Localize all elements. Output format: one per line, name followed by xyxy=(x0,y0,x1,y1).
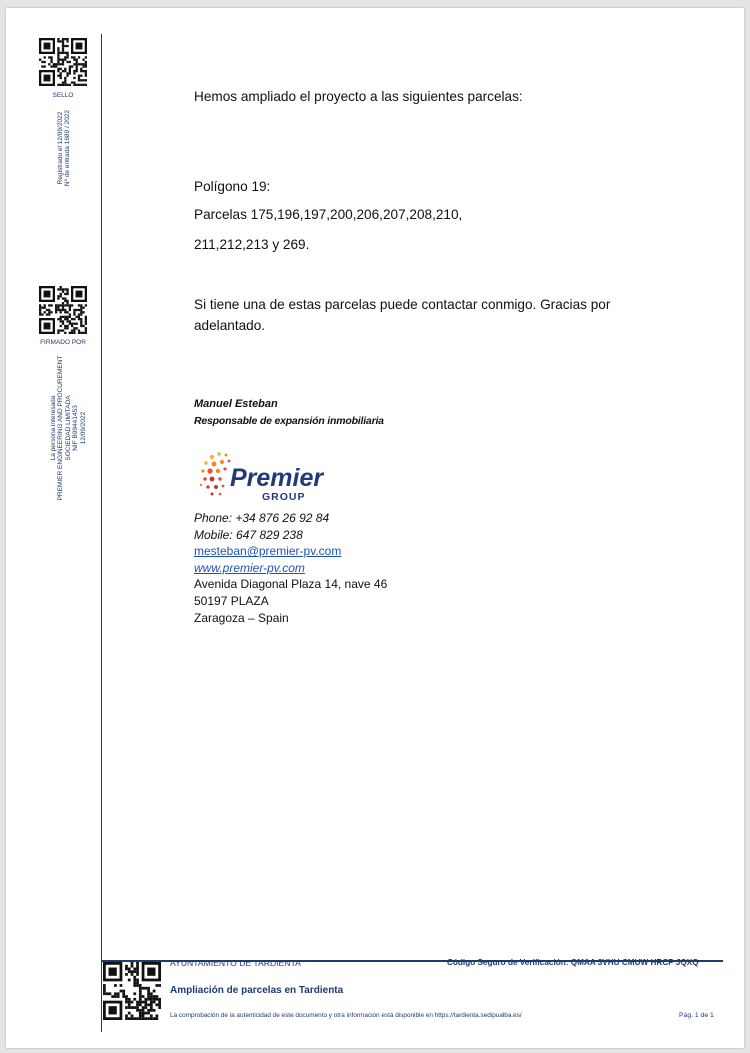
signer-name: Manuel Esteban xyxy=(194,398,278,410)
sello-line: Nº de entrada 1689 / 2022 xyxy=(64,109,72,187)
firmado-line: NIF B99441453 xyxy=(72,405,80,451)
logo-dots-icon xyxy=(198,449,328,511)
poligono-text: Polígono 19: xyxy=(194,179,271,194)
sello-stamp-text xyxy=(57,100,72,196)
parcelas-line-1: Parcelas 175,196,197,200,206,207,208,210, xyxy=(194,207,463,222)
contact-mobile: Mobile: 647 829 238 xyxy=(194,527,303,542)
intro-text: Hemos ampliado el proyecto a las siguientes parcelas: xyxy=(194,89,523,104)
closing-line-2: adelantado. xyxy=(194,318,266,333)
firmado-line: PREMIER ENGINEERING AND PROCUREMENT xyxy=(57,355,65,501)
sello-line: Registrado el 12/09/2022 xyxy=(57,111,64,185)
firmado-line: La persona interesada xyxy=(50,395,57,461)
footer-page-number: Pág. 1 de 1 xyxy=(679,1012,714,1019)
footer-csv: Código Seguro de Verificación: QMAA 3VHU CMUW HRCP JQXQ xyxy=(447,958,699,967)
parcelas-line-2: 211,212,213 y 269. xyxy=(194,237,310,252)
firmado-label: FIRMADO POR xyxy=(40,339,86,346)
document-page xyxy=(6,8,744,1048)
closing-line-1: Si tiene una de estas parcelas puede contactar conmigo. Gracias por xyxy=(194,297,611,312)
footer-qr-code xyxy=(103,962,161,1020)
premier-group-logo xyxy=(198,449,328,511)
signer-role: Responsable de expansión inmobiliaria xyxy=(194,415,384,427)
logo-sub-text: GROUP xyxy=(262,491,306,503)
firmado-signer-text xyxy=(50,350,87,506)
firmado-line: 12/09/2022 xyxy=(79,411,87,445)
contact-phone: Phone: +34 876 26 92 84 xyxy=(194,511,330,525)
footer-document-title: Ampliación de parcelas en Tardienta xyxy=(170,985,344,996)
firmado-line: SOCIEDAD LIMITADA xyxy=(64,395,72,461)
contact-block xyxy=(194,510,387,626)
footer-verification-text: La comprobación de la autenticidad de este documento y otra información está disponible en https://tardienta.sedipualba.es/ xyxy=(170,1012,522,1019)
contact-address-3: Zaragoza – Spain xyxy=(194,610,289,625)
contact-email-link[interactable]: mesteban@premier-pv.com xyxy=(194,544,342,559)
contact-address-1: Avenida Diagonal Plaza 14, nave 46 xyxy=(194,577,388,592)
sello-label: SELLO xyxy=(52,92,74,99)
logo-brand-text: Premier xyxy=(230,464,324,492)
sello-qr-code xyxy=(39,38,87,86)
footer-organization: AYUNTAMIENTO DE TARDIENTA xyxy=(170,958,301,968)
firma-qr-code xyxy=(39,286,87,334)
margin-rule xyxy=(101,34,102,1032)
contact-address-2: 50197 PLAZA xyxy=(194,593,269,608)
contact-website-link[interactable]: www.premier-pv.com xyxy=(194,560,305,575)
